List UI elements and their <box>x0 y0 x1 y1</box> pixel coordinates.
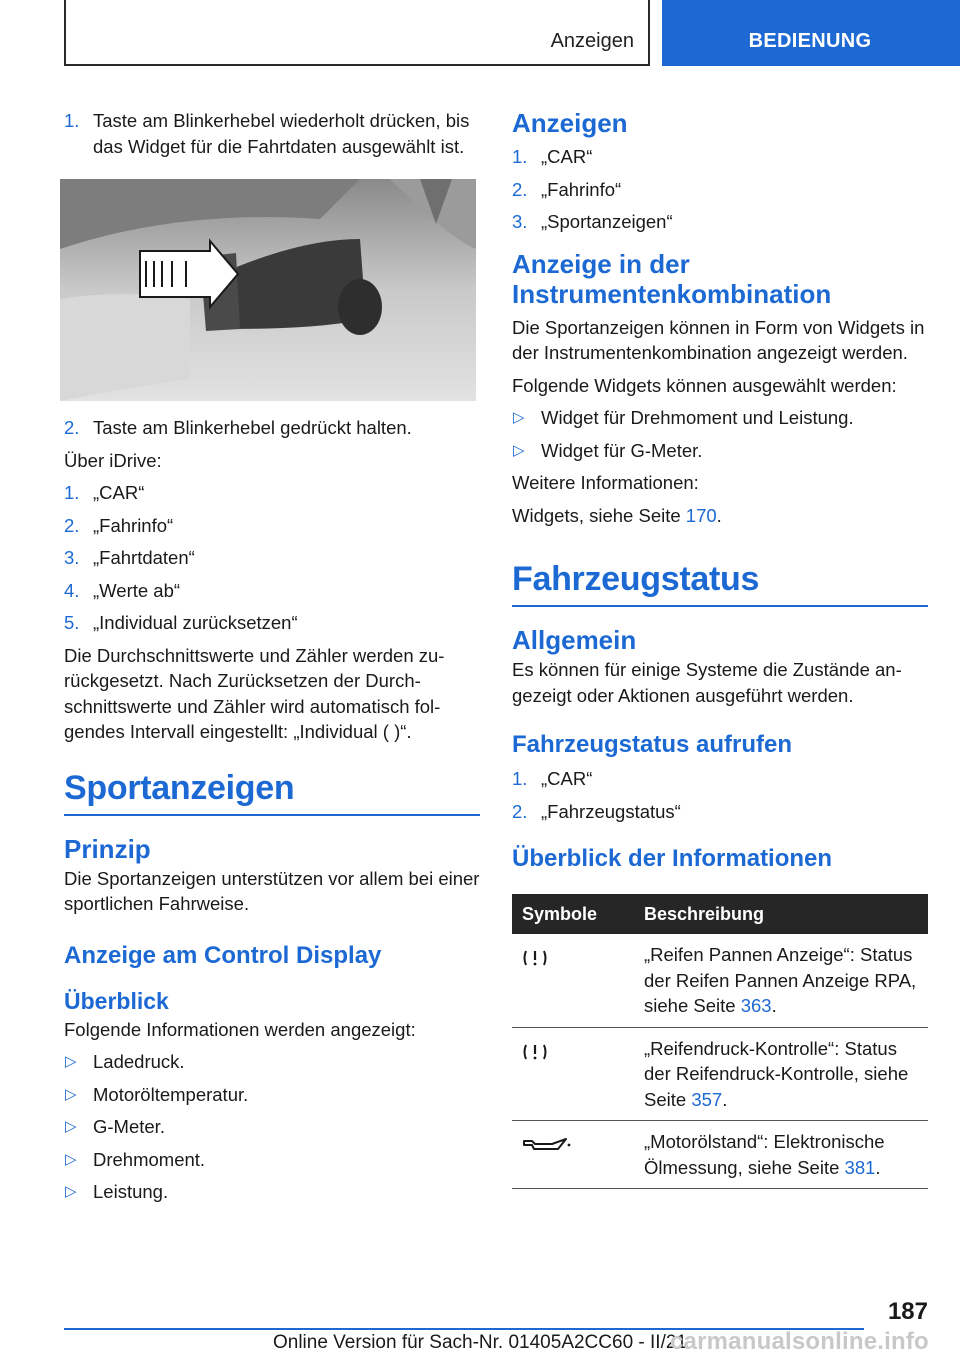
list-item <box>64 1114 480 1140</box>
heading-prinzip: Prinzip <box>64 833 151 864</box>
description-text: „Motorölstand“: Elektronische Ölmessung, siehe Seite <box>644 1131 885 1178</box>
heading-control-display: Anzeige am Control Display <box>64 941 382 969</box>
widgets-reference <box>512 503 928 529</box>
list-text: Widget für G-Meter. <box>541 439 703 461</box>
triangle-bullet-icon: ▷ <box>65 1150 77 1168</box>
list-number: 1. <box>64 482 80 503</box>
turn-signal-lever-photo <box>60 179 476 401</box>
table-row <box>512 934 928 1027</box>
heading-ueberblick: Überblick <box>64 987 169 1014</box>
page-link-381[interactable]: 381 <box>844 1156 876 1178</box>
list-number: 3. <box>64 547 80 568</box>
instr-paragraph: Die Sportanzeigen können in Form von Widgets in der Instrumentenkombination angezeigt werden. <box>512 316 925 363</box>
list-item <box>512 144 928 170</box>
list-text: „Fahrinfo“ <box>93 514 174 536</box>
list-item <box>512 438 928 464</box>
list-text: Leistung. <box>93 1181 169 1202</box>
list-text: Drehmoment. <box>93 1148 206 1170</box>
heading-instrumentenkombination: Anzeige in der Instrumentenkombination <box>512 248 832 309</box>
list-number: 3. <box>512 211 528 232</box>
right-column <box>512 108 928 1189</box>
list-text: G-Meter. <box>93 1116 165 1137</box>
header-chapter-title: BEDIENUNG <box>748 30 872 52</box>
period: . <box>875 1156 881 1178</box>
header-section-box <box>64 0 650 66</box>
symbol-cell <box>512 934 634 1027</box>
idrive-steps-list <box>64 480 480 636</box>
description-text: „Reifendruck-Kontrolle“: Status der Reifendruck-Kontrolle, siehe Seite <box>644 1037 909 1110</box>
heading-anzeigen: Anzeigen <box>512 108 628 138</box>
aufrufen-steps-list <box>512 766 928 824</box>
anzeigen-steps-list <box>512 144 928 235</box>
description-cell <box>634 934 928 1027</box>
list-item <box>512 177 928 203</box>
list-text: Motoröltemperatur. <box>93 1083 249 1105</box>
heading-allgemein: Allgemein <box>512 625 637 655</box>
list-text: „Sportanzeigen“ <box>541 211 673 232</box>
list-item <box>512 405 928 431</box>
list-number: 4. <box>64 579 80 601</box>
page-link-363[interactable]: 363 <box>740 995 772 1016</box>
triangle-bullet-icon: ▷ <box>65 1085 77 1103</box>
description-text: „Reifen Pannen Anzeige“: Status der Reifen Pannen Anzeige RPA, siehe Seite <box>644 944 917 1016</box>
page-link-170[interactable]: 170 <box>685 504 717 526</box>
page-number: 187 <box>887 1298 928 1325</box>
list-text: Ladedruck. <box>93 1051 185 1072</box>
heading-fahrzeugstatus: Fahrzeugstatus <box>512 558 928 607</box>
list-number: 5. <box>64 612 80 633</box>
tire-warning-icon <box>522 1043 548 1061</box>
tire-warning-icon <box>522 949 548 967</box>
symbol-cell <box>512 1121 634 1189</box>
widgets-intro: Folgende Widgets können ausgewählt werden: <box>512 374 897 396</box>
list-item <box>64 578 480 604</box>
col-header-beschreibung: Beschreibung <box>634 894 928 934</box>
page-link-357[interactable]: 357 <box>691 1088 723 1110</box>
lever-illustration <box>60 179 476 401</box>
table-header-row <box>512 894 928 934</box>
list-number: 2. <box>64 417 80 438</box>
list-text: „Fahrzeugstatus“ <box>541 800 681 822</box>
list-item <box>512 799 928 825</box>
watermark: carmanualsonline.info <box>670 1328 929 1355</box>
list-text: „Fahrinfo“ <box>541 178 622 200</box>
header-chapter-tab <box>662 0 960 66</box>
triangle-bullet-icon: ▷ <box>513 409 525 426</box>
list-text: „CAR“ <box>541 768 593 789</box>
period: . <box>716 504 722 526</box>
ueberblick-paragraph: Folgende Informationen werden angezeigt: <box>64 1018 416 1040</box>
left-column <box>64 108 480 1212</box>
status-info-table <box>512 894 928 1189</box>
table-row <box>512 1027 928 1121</box>
list-text: Taste am Blinkerhebel gedrückt halten. <box>93 417 412 438</box>
list-number: 1. <box>512 146 528 167</box>
list-item <box>64 480 480 506</box>
list-number: 1. <box>64 110 80 131</box>
steps-list-1 <box>64 108 480 159</box>
prinzip-paragraph: Die Sportanzeigen unterstützen vor allem bei einer sportlichen Fahrweise. <box>64 867 480 914</box>
list-text: „Fahrtdaten“ <box>93 547 195 568</box>
triangle-bullet-icon: ▷ <box>65 1118 77 1135</box>
heading-sportanzeigen: Sportanzeigen <box>64 767 480 816</box>
col-header-symbole: Symbole <box>512 894 634 934</box>
period: . <box>722 1088 728 1110</box>
widgets-list <box>512 405 928 463</box>
idrive-intro: Über iDrive: <box>64 449 162 471</box>
header-section-title: Anzeigen <box>550 30 634 52</box>
list-text: „CAR“ <box>93 482 145 503</box>
list-text: Widget für Drehmoment und Leistung. <box>541 407 854 428</box>
heading-status-aufrufen: Fahrzeugstatus aufrufen <box>512 731 793 758</box>
list-text: „CAR“ <box>541 146 593 167</box>
steps-list-2 <box>64 415 480 441</box>
list-item <box>64 1147 480 1173</box>
list-item <box>64 610 480 636</box>
period: . <box>771 995 777 1016</box>
list-text: „Individual zurücksetzen“ <box>93 612 298 633</box>
list-item <box>64 545 480 571</box>
list-item <box>64 1049 480 1075</box>
description-cell <box>634 1027 928 1121</box>
list-number: 1. <box>512 768 528 789</box>
reset-paragraph: Die Durchschnittswerte und Zähler werden zurückgesetzt. Nach Zurücksetzen der Durchschnittswerte und Zähler wird automatisch folgendes Intervall eingestellt: „Individual ( )“. <box>64 644 445 742</box>
list-number: 2. <box>512 800 528 822</box>
list-number: 2. <box>64 514 80 536</box>
list-item <box>512 766 928 792</box>
list-item <box>64 108 480 159</box>
triangle-bullet-icon: ▷ <box>65 1053 77 1070</box>
table-row <box>512 1121 928 1189</box>
list-item <box>64 415 480 441</box>
symbol-cell <box>512 1027 634 1121</box>
description-cell <box>634 1121 928 1189</box>
list-number: 2. <box>512 178 528 200</box>
reference-text: Widgets, siehe Seite <box>512 504 686 526</box>
triangle-bullet-icon: ▷ <box>513 441 525 459</box>
list-item <box>512 209 928 235</box>
oil-can-icon <box>522 1136 572 1154</box>
allgemein-paragraph: Es können für einige Systeme die Zustände angezeigt oder Aktionen ausgeführt werden. <box>512 659 902 706</box>
list-text: Taste am Blinkerhebel wiederholt drücken, bis das Widget für die Fahrtdaten ausgewählt ist. <box>93 110 470 157</box>
footer-text: Online Version für Sach-Nr. 01405A2CC60 - II/21 <box>272 1332 687 1353</box>
triangle-bullet-icon: ▷ <box>65 1183 77 1200</box>
heading-ueberblick-informationen: Überblick der Informationen <box>512 845 833 872</box>
list-item <box>64 1082 480 1108</box>
list-text: „Werte ab“ <box>93 579 181 601</box>
ueberblick-list <box>64 1049 480 1205</box>
list-item <box>64 1179 480 1205</box>
list-item <box>64 513 480 539</box>
more-info-label: Weitere Informationen: <box>512 472 699 493</box>
